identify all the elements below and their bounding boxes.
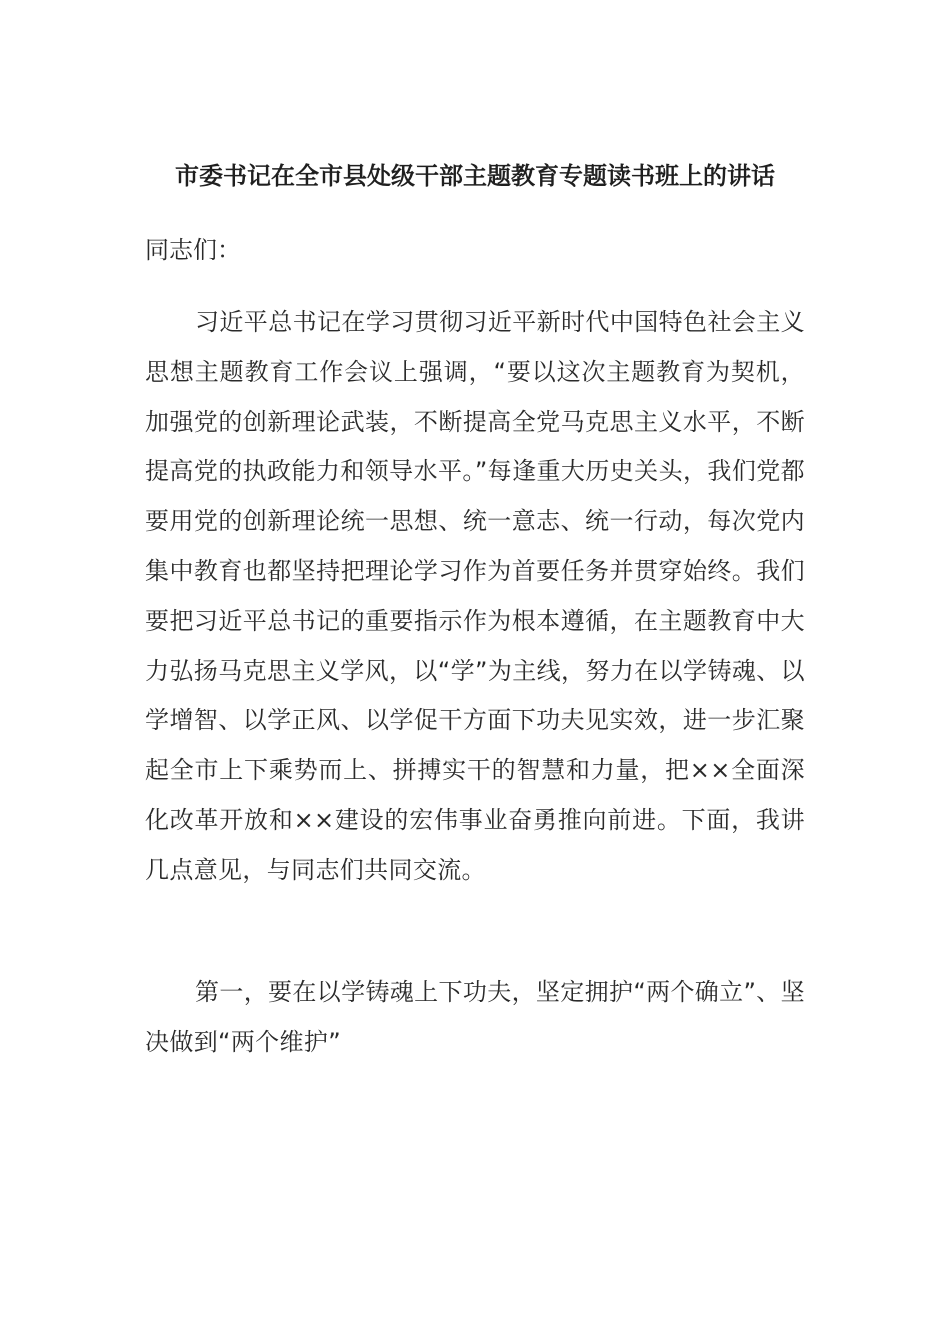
salutation: 同志们： xyxy=(145,236,241,264)
body-paragraph-section-one: 第一，要在以学铸魂上下功夫，坚定拥护“两个确立”、坚决做到“两个维护” xyxy=(145,978,805,1056)
body-paragraph-intro: 习近平总书记在学习贯彻习近平新时代中国特色社会主义思想主题教育工作会议上强调，“要以这次主题教育为契机，加强党的创新理论武装，不断提高全党马克思主义水平，不断提高党的执政能力和领导水平。”每逢重大历史关头，我们党都要用党的创新理论统一思想、统一意志、统一行动，每次党内集中教育也都坚持把理论学习作为首要任务并贯穿始终。我们要把习近平总书记的重要指示作为根本遵循，在主题教育中大力弘扬马克思主义学风，以“学”为主线，努力在以学铸魂、以学增智、以学正风、以学促干方面下功夫见实效，进一步汇聚起全市上下乘势而上、拼搏实干的智慧和力量，把××全面深化改革开放和××建设的宏伟事业奋勇推向前进。下面，我讲几点意见，与同志们共同交流。 xyxy=(145,308,805,884)
document-title: 市委书记在全市县处级干部主题教育专题读书班上的讲话 xyxy=(175,162,775,190)
